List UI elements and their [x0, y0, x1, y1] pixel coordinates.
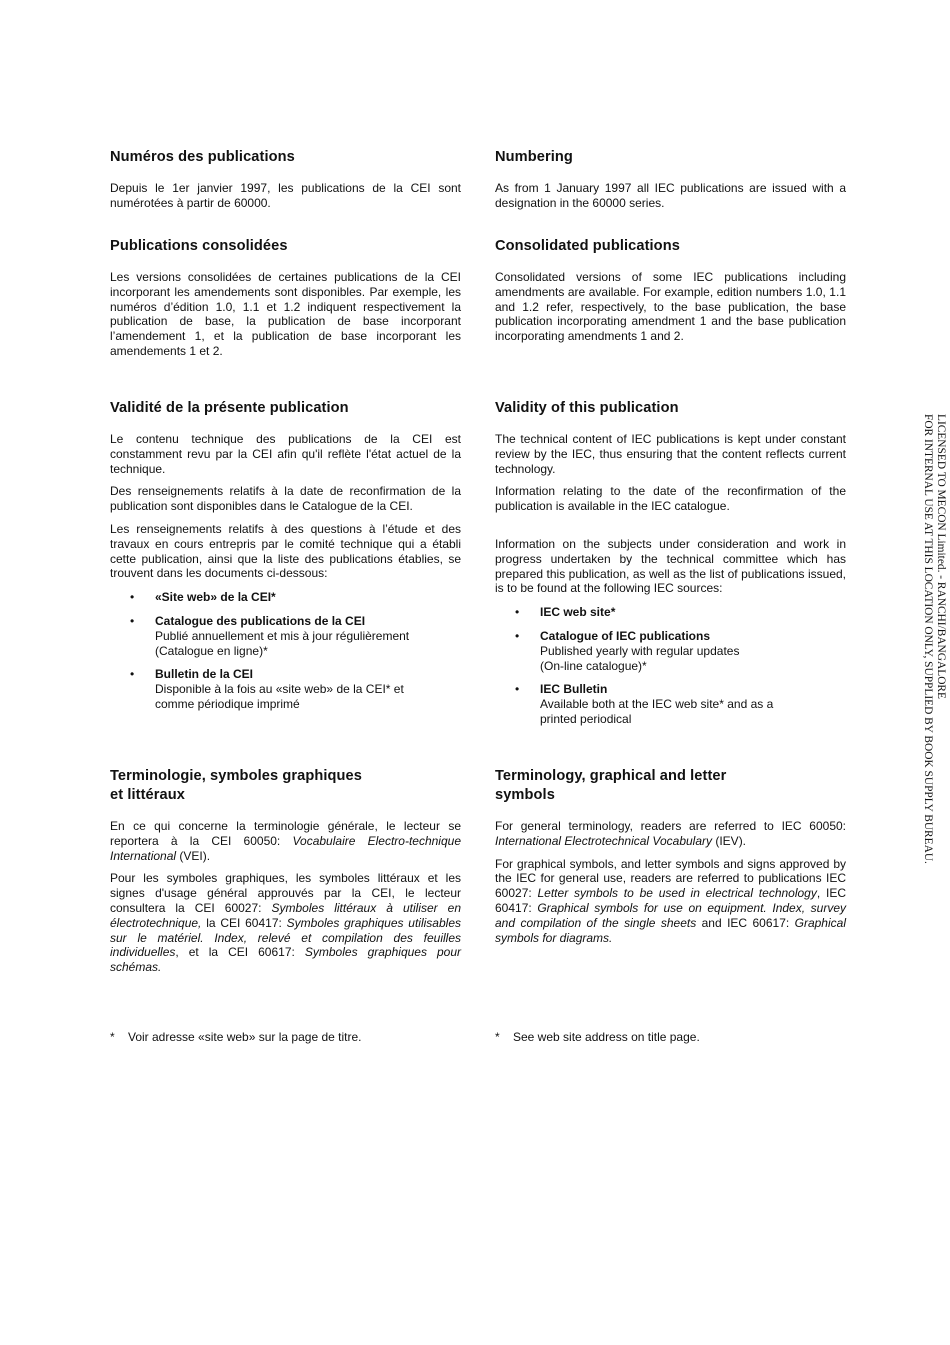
en-sources-list [495, 605, 846, 727]
fr-validity-section [110, 399, 461, 721]
text-run: la CEI 60417: [201, 915, 287, 930]
list-item [495, 682, 846, 726]
bullet: • [515, 628, 520, 643]
text-run: For general terminology, readers are referred to IEC 60050: [495, 819, 846, 833]
en-source-title: IEC Bulletin [540, 682, 608, 697]
italic-title: Letter symbols to be used in electrical technology [537, 886, 817, 901]
fr-consolidated-section [110, 237, 461, 359]
en-terminology-p1 [495, 819, 846, 849]
text-run: (IEV). [712, 833, 747, 848]
list-item [110, 667, 461, 711]
en-source-desc: Published yearly with regular updates [540, 643, 740, 658]
fr-footnote [110, 1030, 361, 1045]
text-run: Pour les symboles graphiques, les symboles littéraux et les signes d'usage général approuvés par la CEI, le lecteur consultera la CEI 60027: [110, 871, 461, 915]
italic-title: Symboles littéraux à utiliser en électrotechnique, [110, 900, 461, 930]
en-terminology-heading-line1: Terminology, graphical and letter [495, 768, 727, 784]
license-line2: FOR INTERNAL USE AT THIS LOCATION ONLY, SUPPLIED BY BOOK SUPPLY BUREAU. [922, 414, 935, 864]
fr-source-desc: Disponible à la fois au «site web» de la CEI* et [155, 682, 404, 697]
italic-title: Symboles graphiques utilisables sur le matériel. Index, relevé et compilation des feuilles individuelles [110, 915, 461, 960]
fr-terminology-p1 [110, 819, 461, 863]
italic-title: Graphical symbols for use on equipment. Index, survey and compilation of the single sheets [495, 900, 846, 930]
en-terminology-heading-line2: symbols [495, 787, 555, 803]
en-terminology-section [495, 767, 846, 945]
en-numbering-text: As from 1 January 1997 all IEC publications are issued with a designation in the 60000 series. [495, 181, 846, 210]
list-item [495, 629, 846, 673]
fr-validity-p3: Les renseignements relatifs à des questions à l’étude et des travaux en cours entrepris par le comité technique qui a établi cette publication, ainsi que la liste des publications établies, se trouvent dans les documents ci-dessous: [110, 521, 461, 581]
en-numbering-section [495, 148, 846, 211]
text-run: and IEC 60617: [696, 915, 795, 930]
license-line1: LICENSED TO MECON Limited. - RANCHI/BANGALORE [935, 414, 947, 699]
en-source-desc: Available both at the IEC web site* and as a [540, 697, 774, 712]
fr-source-desc: Publié annuellement et mis à jour régulièrement [155, 628, 410, 643]
fr-validity-heading: Validité de la présente publication [110, 400, 349, 416]
en-source-desc: printed periodical [540, 711, 632, 726]
en-terminology-p2 [495, 857, 846, 946]
en-validity-p3: Information on the subjects under consideration and work in progress undertaken by the technical committee which has prepared this publication, as well as the list of publications issued, is to be found at the following IEC sources: [495, 536, 846, 596]
list-item [110, 614, 461, 658]
en-validity-section [495, 399, 846, 736]
fr-terminology-p2 [110, 871, 461, 975]
fr-numbering-section [110, 148, 461, 211]
fr-validity-p2: Des renseignements relatifs à la date de reconfirmation de la publication sont disponibles dans le Catalogue de la CEI. [110, 484, 461, 514]
italic-title: Vocabulaire Electro-technique International [110, 833, 461, 863]
italic-title: Graphical symbols for diagrams. [495, 915, 846, 945]
en-validity-p1: The technical content of IEC publications is kept under constant review by the IEC, thus ensuring that the content reflects current technology. [495, 432, 846, 476]
fr-source-title: «Site web» de la CEI* [155, 590, 276, 605]
fr-terminology-section [110, 767, 461, 975]
bullet: • [515, 605, 520, 620]
text-run: (VEI). [176, 848, 211, 863]
text-run: For graphical symbols, and letter symbols and signs approved by the IEC for general use, readers are referred to publications IEC 60027: [495, 856, 846, 901]
en-consolidated-heading: Consolidated publications [495, 238, 680, 254]
fr-consolidated-heading: Publications consolidées [110, 238, 288, 254]
fr-terminology-heading-line2: et littéraux [110, 787, 186, 803]
en-source-title: IEC web site* [540, 605, 616, 620]
fr-terminology-heading-line1: Terminologie, symboles graphiques [110, 768, 362, 784]
fr-numbering-heading: Numéros des publications [110, 149, 295, 165]
bullet: • [130, 590, 135, 605]
text-run: , et la CEI 60617: [175, 945, 305, 960]
fr-sources-list [110, 590, 461, 712]
fr-source-title: Bulletin de la CEI [155, 667, 254, 682]
fr-footnote-text: Voir adresse «site web» sur la page de titre. [128, 1030, 362, 1044]
en-footnote [495, 1030, 700, 1045]
en-footnote-text: See web site address on title page. [513, 1030, 700, 1044]
italic-title: Symboles graphiques pour schémas. [110, 945, 461, 975]
en-consolidated-text: Consolidated versions of some IEC publications including amendments are available. For example, edition numbers 1.0, 1.1 and 1.2 refer, respectively, to the base publication, the base publication incorporating amendment 1 and the base publication incorporating amendments 1 and 2. [495, 270, 846, 344]
footnote-mark: * [110, 1030, 115, 1044]
fr-source-title: Catalogue des publications de la CEI [155, 613, 366, 628]
text-run: , IEC 60417: [495, 886, 846, 915]
footnote-mark: * [495, 1030, 500, 1044]
license-stamp [917, 414, 947, 934]
en-numbering-heading: Numbering [495, 149, 573, 165]
en-consolidated-section [495, 237, 846, 344]
fr-consolidated-text: Les versions consolidées de certaines publications de la CEI incorporant les amendements sont disponibles. Par exemple, les numéros d’édition 1.0, 1.1 et 1.2 indiquent respectivement la publication de base, la publication de base incorporant l’amendement 1, et la publication de base incorporant les amendements 1 et 2. [110, 270, 461, 358]
italic-title: International Electrotechnical Vocabulary [495, 833, 713, 848]
license-stamp-text [922, 414, 947, 934]
fr-validity-p1: Le contenu technique des publications de la CEI est constamment revu par la CEI afin qu'il reflète l'état actuel de la technique. [110, 432, 461, 476]
en-validity-p2: Information relating to the date of the reconfirmation of the publication is available in the IEC catalogue. [495, 484, 846, 514]
en-source-title: Catalogue of IEC publications [540, 628, 711, 643]
en-terminology-heading [495, 767, 846, 805]
text-run: En ce qui concerne la terminologie générale, le lecteur se reportera à la CEI 60050: [110, 819, 461, 848]
bullet: • [130, 613, 135, 628]
en-source-desc: (On-line catalogue)* [540, 658, 647, 673]
list-item [110, 590, 461, 605]
fr-numbering-text: Depuis le 1er janvier 1997, les publications de la CEI sont numérotées à partir de 60000. [110, 181, 461, 210]
bullet: • [515, 682, 520, 697]
fr-source-desc: (Catalogue en ligne)* [155, 643, 268, 658]
fr-source-desc: comme périodique imprimé [155, 696, 300, 711]
list-item [495, 605, 846, 620]
fr-terminology-heading [110, 767, 461, 805]
en-validity-heading: Validity of this publication [495, 400, 679, 416]
bullet: • [130, 667, 135, 682]
